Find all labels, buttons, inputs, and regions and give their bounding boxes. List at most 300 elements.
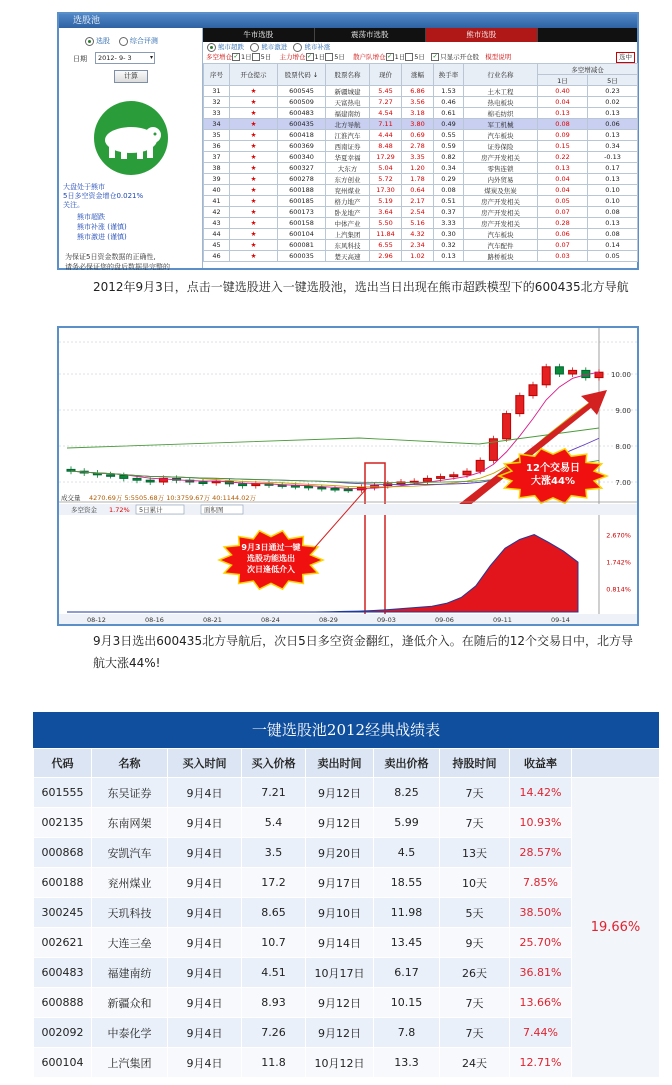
status-line: 大盘处于熊市 xyxy=(63,183,105,191)
cell-hold: 7天 xyxy=(440,808,510,838)
cell-hold: 10天 xyxy=(440,868,510,898)
cell-d1: 0.07 xyxy=(538,207,588,218)
checkbox[interactable] xyxy=(325,53,333,61)
cell-chg: 5.16 xyxy=(402,218,434,229)
status-text xyxy=(63,183,143,210)
cell-star: ★ xyxy=(230,152,278,163)
annotation-left-line: 9月3日通过一键 xyxy=(241,543,301,552)
cell-chg: 3.35 xyxy=(402,152,434,163)
cell-chg: 2.54 xyxy=(402,207,434,218)
mode-radios xyxy=(85,36,158,46)
cell-ret: 7.85% xyxy=(510,868,572,898)
cell-buy_date: 9月4日 xyxy=(168,778,242,808)
cell-d1: 0.04 xyxy=(538,97,588,108)
cell-turn: 0.55 xyxy=(434,130,464,141)
caption-text: 9月3日选出600435北方导航后，次日5日多空资金翻红，逢低介入。在随后的12个交易日中，北方导航大涨44%! xyxy=(93,634,633,670)
cell-n: 45 xyxy=(204,240,230,251)
cell-buy_date: 9月4日 xyxy=(168,898,242,928)
cell-turn: 0.08 xyxy=(434,185,464,196)
cell-d1: 0.04 xyxy=(538,174,588,185)
col-header[interactable]: 涨幅 xyxy=(402,64,434,86)
radio-evaluate-label: 综合评测 xyxy=(129,37,158,45)
radio-bear-aggressive[interactable] xyxy=(250,43,259,52)
cell-name: 新疆众和 xyxy=(92,988,168,1018)
annotation-left-line: 次日逢低介入 xyxy=(247,565,295,574)
indicator-tick-label: 0.814% xyxy=(606,585,631,594)
cell-ind: 煤炭及焦炭 xyxy=(464,185,538,196)
cell-hold: 7天 xyxy=(440,1018,510,1048)
cell-price: 7.27 xyxy=(370,97,402,108)
cell-code: 600188 xyxy=(34,868,92,898)
cell-turn: 0.59 xyxy=(434,141,464,152)
annotation-right-line: 12个交易日 xyxy=(526,463,580,474)
candle-body xyxy=(344,489,352,491)
cell-name: 福建南纺 xyxy=(326,108,370,119)
cell-chg: 2.17 xyxy=(402,196,434,207)
checkbox[interactable] xyxy=(252,53,260,61)
cell-ret: 10.93% xyxy=(510,808,572,838)
cell-d5: 0.13 xyxy=(588,130,638,141)
date-label: 日期 xyxy=(73,55,87,63)
cell-name: 东南网架 xyxy=(92,808,168,838)
date-tick-label: 08-24 xyxy=(261,616,280,624)
cell-n: 41 xyxy=(204,196,230,207)
checkbox[interactable]: ✓ xyxy=(307,53,313,60)
cell-sell_price: 6.17 xyxy=(374,958,440,988)
indicator-value: 1.72% xyxy=(109,506,130,514)
price-tick-label: 7.00 xyxy=(615,479,631,487)
cell-name: 大东方 xyxy=(326,163,370,174)
table-row[interactable] xyxy=(204,152,638,163)
performance-grid xyxy=(33,748,660,1078)
sub-mode-row xyxy=(203,42,637,52)
radio-label: 熊市超跌 xyxy=(218,43,244,51)
filter-label: 只显示开仓股 xyxy=(440,53,480,61)
cell-star: ★ xyxy=(230,130,278,141)
cell-price: 5.04 xyxy=(370,163,402,174)
cell-star: ★ xyxy=(230,229,278,240)
table-row[interactable] xyxy=(204,207,638,218)
cell-code: 600185 xyxy=(278,196,326,207)
cell-chg: 0.69 xyxy=(402,130,434,141)
tab-range[interactable]: 震荡市选股 xyxy=(315,28,427,42)
cell-star: ★ xyxy=(230,163,278,174)
cell-ind: 军工机械 xyxy=(464,119,538,130)
table-row xyxy=(34,928,660,958)
table-row[interactable] xyxy=(204,141,638,152)
cell-sell_date: 9月12日 xyxy=(306,778,374,808)
cell-star: ★ xyxy=(230,240,278,251)
right-panel xyxy=(203,28,637,268)
cell-buy_date: 9月4日 xyxy=(168,1048,242,1078)
cell-hold: 26天 xyxy=(440,958,510,988)
table-row[interactable] xyxy=(204,108,638,119)
cell-turn: 0.29 xyxy=(434,174,464,185)
filter-label: 散户队增仓 xyxy=(353,53,386,61)
cell-name: 上汽集团 xyxy=(92,1048,168,1078)
cell-code: 600104 xyxy=(34,1048,92,1078)
cell-d1: 0.03 xyxy=(538,251,588,262)
cell-star: ★ xyxy=(230,141,278,152)
cell-n: 31 xyxy=(204,86,230,97)
cell-d5: 0.23 xyxy=(588,86,638,97)
cell-star: ★ xyxy=(230,251,278,262)
cell-buy_price: 10.7 xyxy=(242,928,306,958)
cell-turn: 0.32 xyxy=(434,240,464,251)
cell-price: 17.30 xyxy=(370,185,402,196)
cell-sell_date: 9月12日 xyxy=(306,1018,374,1048)
select-button[interactable]: 选中 xyxy=(616,52,635,63)
cell-sell_price: 13.3 xyxy=(374,1048,440,1078)
indicator-tick-label: 1.742% xyxy=(606,558,631,567)
caption-1 xyxy=(93,276,633,298)
candle-body xyxy=(305,486,313,488)
candle-body xyxy=(146,480,154,482)
cell-ret: 7.44% xyxy=(510,1018,572,1048)
cell-code: 600483 xyxy=(278,108,326,119)
cell-n: 35 xyxy=(204,130,230,141)
cell-code: 002621 xyxy=(34,928,92,958)
table-row[interactable] xyxy=(204,97,638,108)
radio-select-stock[interactable] xyxy=(85,37,94,46)
candle-body xyxy=(107,475,115,477)
cell-name: 东方创业 xyxy=(326,174,370,185)
cell-chg: 6.86 xyxy=(402,86,434,97)
table-row[interactable] xyxy=(204,240,638,251)
candle-body xyxy=(67,469,75,471)
cell-n: 42 xyxy=(204,207,230,218)
cell-d5: 0.14 xyxy=(588,240,638,251)
col-subheader[interactable]: 1日 xyxy=(538,75,588,86)
candle-body xyxy=(239,484,247,486)
stock-pool-window xyxy=(57,12,639,270)
cell-buy_date: 9月4日 xyxy=(168,868,242,898)
cell-name: 东吴证券 xyxy=(92,778,168,808)
cell-star: ★ xyxy=(230,86,278,97)
kline-chart xyxy=(59,328,637,624)
cell-price: 6.55 xyxy=(370,240,402,251)
cell-hold: 13天 xyxy=(440,838,510,868)
table-row[interactable] xyxy=(204,185,638,196)
cell-buy_date: 9月4日 xyxy=(168,928,242,958)
radio-evaluate[interactable] xyxy=(119,37,128,46)
cell-price: 5.72 xyxy=(370,174,402,185)
cell-sell_date: 9月12日 xyxy=(306,808,374,838)
cell-d1: 0.15 xyxy=(538,141,588,152)
cell-code: 300245 xyxy=(34,898,92,928)
table-row[interactable] xyxy=(204,218,638,229)
cell-n: 39 xyxy=(204,174,230,185)
table-row xyxy=(34,808,660,838)
kline-chart-window xyxy=(57,326,639,626)
cell-ind: 棉毛纺织 xyxy=(464,108,538,119)
cell-turn: 0.34 xyxy=(434,163,464,174)
tab-bear[interactable]: 熊市选股 xyxy=(426,28,538,42)
option-bear-catchup[interactable]: 熊市补涨 (谨慎) xyxy=(77,223,127,231)
candle-body xyxy=(252,484,260,486)
table-row[interactable] xyxy=(204,163,638,174)
cell-buy_date: 9月4日 xyxy=(168,1018,242,1048)
candle-body xyxy=(529,385,537,396)
cell-buy_price: 8.65 xyxy=(242,898,306,928)
col-header-blank xyxy=(572,749,660,778)
cell-d5: 0.05 xyxy=(588,251,638,262)
cell-code: 002092 xyxy=(34,1018,92,1048)
cell-star: ★ xyxy=(230,108,278,119)
cell-sell_date: 9月12日 xyxy=(306,988,374,1018)
cell-star: ★ xyxy=(230,119,278,130)
checkbox[interactable]: ✓ xyxy=(233,53,239,60)
cell-sell_price: 13.45 xyxy=(374,928,440,958)
col-header[interactable]: 股票代码 ↓ xyxy=(278,64,326,86)
cell-buy_price: 17.2 xyxy=(242,868,306,898)
volume-values: 4270.69万 5:5505.68万 10:3759.67万 40:1144.02万 xyxy=(89,494,256,502)
filter-label: 主力增仓 xyxy=(279,53,306,61)
footer-note xyxy=(65,252,170,272)
cell-d1: 0.05 xyxy=(538,196,588,207)
cell-chg: 2.34 xyxy=(402,240,434,251)
candle-body xyxy=(318,487,326,489)
candle-body xyxy=(120,476,128,479)
cell-d5: 0.06 xyxy=(588,119,638,130)
cell-ret: 28.57% xyxy=(510,838,572,868)
table-row[interactable] xyxy=(204,229,638,240)
cell-sell_price: 18.55 xyxy=(374,868,440,898)
cell-d5: 0.10 xyxy=(588,196,638,207)
status-line: 5日多空资金增仓0.021% xyxy=(63,192,144,200)
col-header[interactable]: 序号 xyxy=(204,64,230,86)
cell-code: 600483 xyxy=(34,958,92,988)
table-row[interactable] xyxy=(204,174,638,185)
cell-buy_price: 7.26 xyxy=(242,1018,306,1048)
col-header[interactable]: 换手率 xyxy=(434,64,464,86)
cell-n: 37 xyxy=(204,152,230,163)
date-tick-label: 09-14 xyxy=(551,616,570,624)
table-row[interactable] xyxy=(204,130,638,141)
cell-code: 600278 xyxy=(278,174,326,185)
col-header[interactable]: 开仓提示 xyxy=(230,64,278,86)
cell-hold: 7天 xyxy=(440,778,510,808)
table-row[interactable] xyxy=(204,86,638,97)
cell-d1: 0.08 xyxy=(538,119,588,130)
col-header: 持股时间 xyxy=(440,749,510,778)
cell-name: 西南证券 xyxy=(326,141,370,152)
cell-turn: 0.13 xyxy=(434,251,464,262)
cell-sell_price: 10.15 xyxy=(374,988,440,1018)
col-header: 买入价格 xyxy=(242,749,306,778)
cell-n: 33 xyxy=(204,108,230,119)
cell-star: ★ xyxy=(230,97,278,108)
table-row[interactable] xyxy=(204,119,638,130)
cell-chg: 3.56 xyxy=(402,97,434,108)
col-header[interactable]: 股票名称 xyxy=(326,64,370,86)
cell-name: 安凯汽车 xyxy=(92,838,168,868)
cell-name: 北方导航 xyxy=(326,119,370,130)
cell-n: 36 xyxy=(204,141,230,152)
status-line: 关注。 xyxy=(63,201,84,209)
cell-ind: 热电板块 xyxy=(464,97,538,108)
price-tick-label: 8.00 xyxy=(615,443,631,451)
performance-body xyxy=(34,778,660,1078)
cell-turn: 1.53 xyxy=(434,86,464,97)
cell-code: 600104 xyxy=(278,229,326,240)
cell-turn: 0.49 xyxy=(434,119,464,130)
cell-code: 000868 xyxy=(34,838,92,868)
cell-sell_price: 11.98 xyxy=(374,898,440,928)
bear-market-icon xyxy=(93,100,169,176)
indicator-select-period-text: 5日累计 xyxy=(139,506,163,514)
cell-turn: 0.51 xyxy=(434,196,464,207)
cell-turn: 0.61 xyxy=(434,108,464,119)
table-row[interactable] xyxy=(204,196,638,207)
cell-ind: 汽车板块 xyxy=(464,229,538,240)
cell-d1: 0.22 xyxy=(538,152,588,163)
stock-rows xyxy=(204,86,638,262)
cell-ind: 汽车配件 xyxy=(464,240,538,251)
window-title: 选股池 xyxy=(59,14,637,28)
cell-chg: 3.80 xyxy=(402,119,434,130)
cell-sell_date: 9月14日 xyxy=(306,928,374,958)
date-picker[interactable] xyxy=(95,52,155,64)
cell-sell_date: 9月20日 xyxy=(306,838,374,868)
volume-label: 成交量 xyxy=(61,494,81,502)
col-header: 卖出价格 xyxy=(374,749,440,778)
model-help-link[interactable]: 模型说明 xyxy=(485,53,512,61)
cell-price: 4.44 xyxy=(370,130,402,141)
table-row xyxy=(34,1048,660,1078)
cell-buy_price: 11.8 xyxy=(242,1048,306,1078)
cell-price: 11.84 xyxy=(370,229,402,240)
checkbox[interactable]: ✓ xyxy=(432,53,438,60)
cell-chg: 1.02 xyxy=(402,251,434,262)
cell-hold: 9天 xyxy=(440,928,510,958)
option-bear-oversold[interactable]: 熊市超跌 xyxy=(77,213,105,221)
cell-d5: 0.13 xyxy=(588,218,638,229)
cell-turn: 0.46 xyxy=(434,97,464,108)
price-tick-label: 10.00 xyxy=(610,371,631,379)
date-row xyxy=(73,54,153,64)
date-tick-label: 08-21 xyxy=(203,616,222,624)
stock-table xyxy=(203,63,638,262)
cell-sell_price: 5.99 xyxy=(374,808,440,838)
cell-sell_price: 7.8 xyxy=(374,1018,440,1048)
cell-d1: 0.40 xyxy=(538,86,588,97)
footer-line: 为保证5日资金数据的正确性, xyxy=(65,253,156,261)
cell-ret: 25.70% xyxy=(510,928,572,958)
cell-code: 600081 xyxy=(278,240,326,251)
cell-code: 600509 xyxy=(278,97,326,108)
cell-name: 兖州煤业 xyxy=(326,185,370,196)
table-row[interactable] xyxy=(204,251,638,262)
cell-name: 福建南纺 xyxy=(92,958,168,988)
cell-price: 5.50 xyxy=(370,218,402,229)
cell-buy_price: 3.5 xyxy=(242,838,306,868)
calc-button[interactable]: 计算 xyxy=(114,70,148,83)
col-subheader[interactable]: 5日 xyxy=(588,75,638,86)
cell-chg: 4.32 xyxy=(402,229,434,240)
cell-d1: 0.13 xyxy=(538,163,588,174)
cell-name: 格力地产 xyxy=(326,196,370,207)
cell-price: 4.54 xyxy=(370,108,402,119)
cell-d1: 0.13 xyxy=(538,108,588,119)
col-header[interactable]: 行业名称 xyxy=(464,64,538,86)
cell-ret: 14.42% xyxy=(510,778,572,808)
cell-code: 600327 xyxy=(278,163,326,174)
radio-bear-catchup[interactable] xyxy=(293,43,302,52)
cell-d5: 0.08 xyxy=(588,229,638,240)
option-bear-aggressive[interactable]: 熊市激进 (谨慎) xyxy=(77,233,127,241)
candle-body xyxy=(463,471,471,475)
col-header: 代码 xyxy=(34,749,92,778)
col-header[interactable]: 多空增减仓 xyxy=(538,64,638,75)
cell-n: 44 xyxy=(204,229,230,240)
cell-code: 600035 xyxy=(278,251,326,262)
cell-code: 600545 xyxy=(278,86,326,97)
table-row xyxy=(34,958,660,988)
filter-label: 1日 xyxy=(394,53,406,61)
filter-label: 5日 xyxy=(414,53,425,61)
candle-body xyxy=(569,370,577,374)
filter-label: 5日 xyxy=(260,53,272,61)
candle-body xyxy=(133,478,141,480)
cell-code: 600435 xyxy=(278,119,326,130)
cell-chg: 0.64 xyxy=(402,185,434,196)
cell-n: 38 xyxy=(204,163,230,174)
cell-buy_date: 9月4日 xyxy=(168,838,242,868)
cell-d5: -0.13 xyxy=(588,152,638,163)
table-row xyxy=(34,898,660,928)
cell-d5: 0.02 xyxy=(588,97,638,108)
cell-turn: 3.33 xyxy=(434,218,464,229)
cell-ind: 房产开发相关 xyxy=(464,152,538,163)
candle-body xyxy=(423,478,431,481)
annotation-left-line: 选股功能选出 xyxy=(247,554,295,563)
filter-label: 1日 xyxy=(241,53,252,61)
cell-turn: 0.82 xyxy=(434,152,464,163)
checkbox[interactable]: ✓ xyxy=(387,53,393,60)
cell-buy_date: 9月4日 xyxy=(168,808,242,838)
candle-body xyxy=(199,482,207,484)
cell-ind: 证券保险 xyxy=(464,141,538,152)
cell-sell_date: 10月12日 xyxy=(306,1048,374,1078)
cell-code: 600888 xyxy=(34,988,92,1018)
cell-n: 46 xyxy=(204,251,230,262)
cell-d5: 0.10 xyxy=(588,185,638,196)
cell-ind: 零售连锁 xyxy=(464,163,538,174)
annotation-right-line: 大涨44% xyxy=(531,476,575,487)
cell-turn: 0.30 xyxy=(434,229,464,240)
candle-body xyxy=(450,475,458,477)
cell-name: 华夏幸福 xyxy=(326,152,370,163)
tab-bull[interactable]: 牛市选股 xyxy=(203,28,315,42)
cell-chg: 1.78 xyxy=(402,174,434,185)
cell-price: 3.64 xyxy=(370,207,402,218)
cell-d5: 0.34 xyxy=(588,141,638,152)
candle-body xyxy=(542,367,550,385)
cell-hold: 7天 xyxy=(440,988,510,1018)
radio-bear-oversold[interactable] xyxy=(207,43,216,52)
cell-ind: 内外贸易 xyxy=(464,174,538,185)
cell-name: 东风科技 xyxy=(326,240,370,251)
cell-hold: 24天 xyxy=(440,1048,510,1078)
cell-price: 5.45 xyxy=(370,86,402,97)
cell-code: 600369 xyxy=(278,141,326,152)
candle-body xyxy=(331,488,339,490)
col-header[interactable]: 现价 xyxy=(370,64,402,86)
checkbox[interactable] xyxy=(405,53,413,61)
filter-label: 1日 xyxy=(314,53,326,61)
cell-sell_price: 4.5 xyxy=(374,838,440,868)
